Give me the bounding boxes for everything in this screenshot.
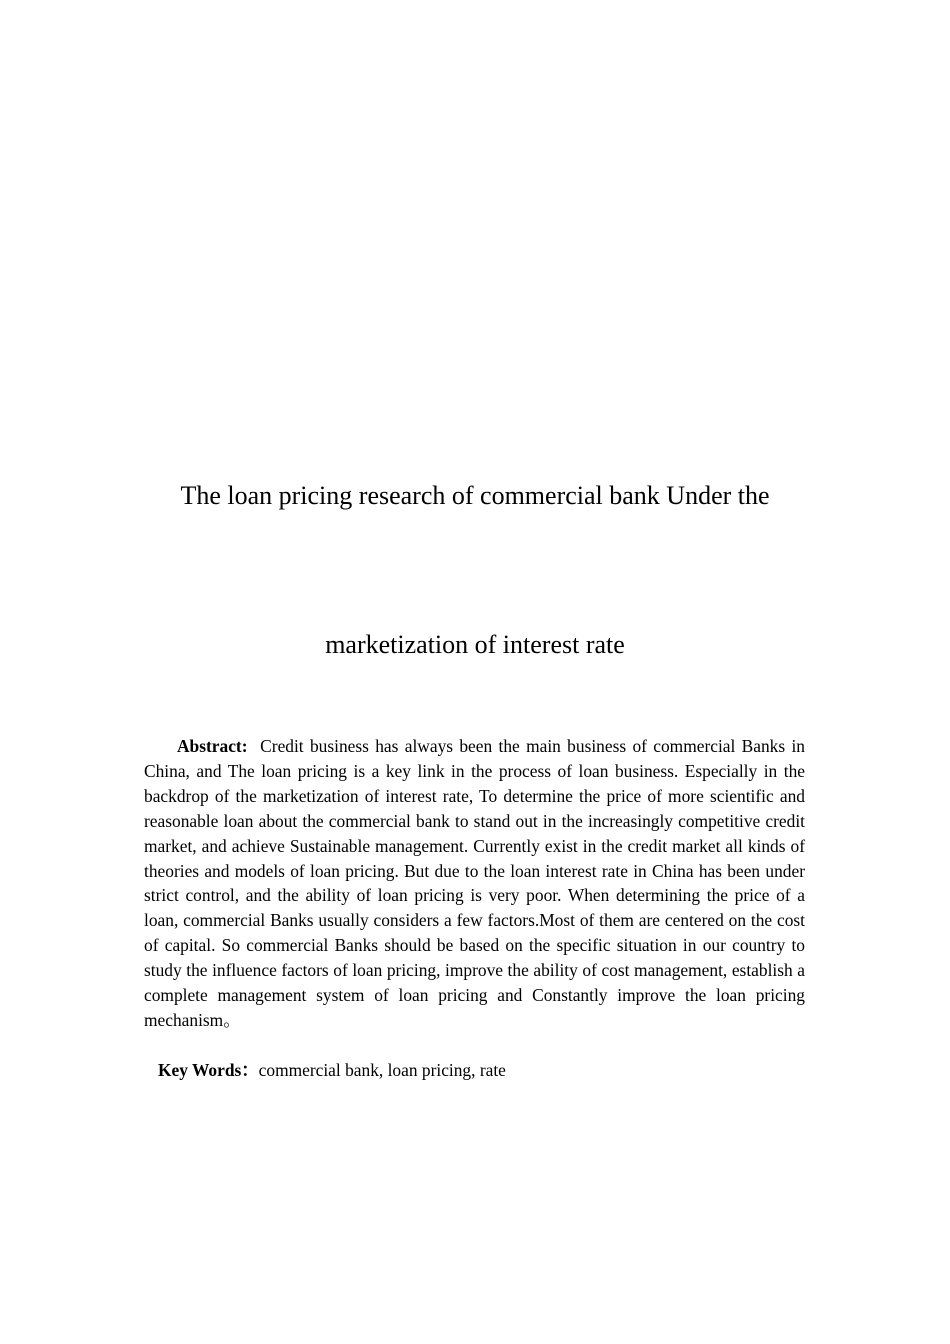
keywords-paragraph: [158, 1058, 506, 1083]
keywords-label: Key Words：: [158, 1060, 259, 1080]
title-line-2: marketization of interest rate: [325, 630, 625, 659]
abstract-paragraph: [144, 734, 805, 1033]
abstract-label: Abstract:: [177, 736, 248, 756]
abstract-text: Credit business has always been the main business of commercial Banks in China, and The loan pricing is a key link in the process of loan business. Especially in the backdrop of the marketization of interest rate, To determine the price of more scientific and reasonable loan about the commercial bank to stand out in the increasingly competitive credit market, and achieve Sustainable management. Currently exist in the credit market all kinds of theories and models of loan pricing. But due to the loan interest rate in China has been under strict control, and the ability of loan pricing is very poor. When determining the price of a loan, commercial Banks usually considers a few factors.Most of them are centered on the cost of capital. So commercial Banks should be based on the specific situation in our country to study the influence factors of loan pricing, improve the ability of cost management, establish a complete management system of loan pricing and Constantly improve the loan pricing mechanism。: [144, 736, 805, 1030]
keywords-text: commercial bank, loan pricing, rate: [258, 1060, 506, 1080]
title-line-1: The loan pricing research of commercial bank Under the: [180, 481, 770, 510]
